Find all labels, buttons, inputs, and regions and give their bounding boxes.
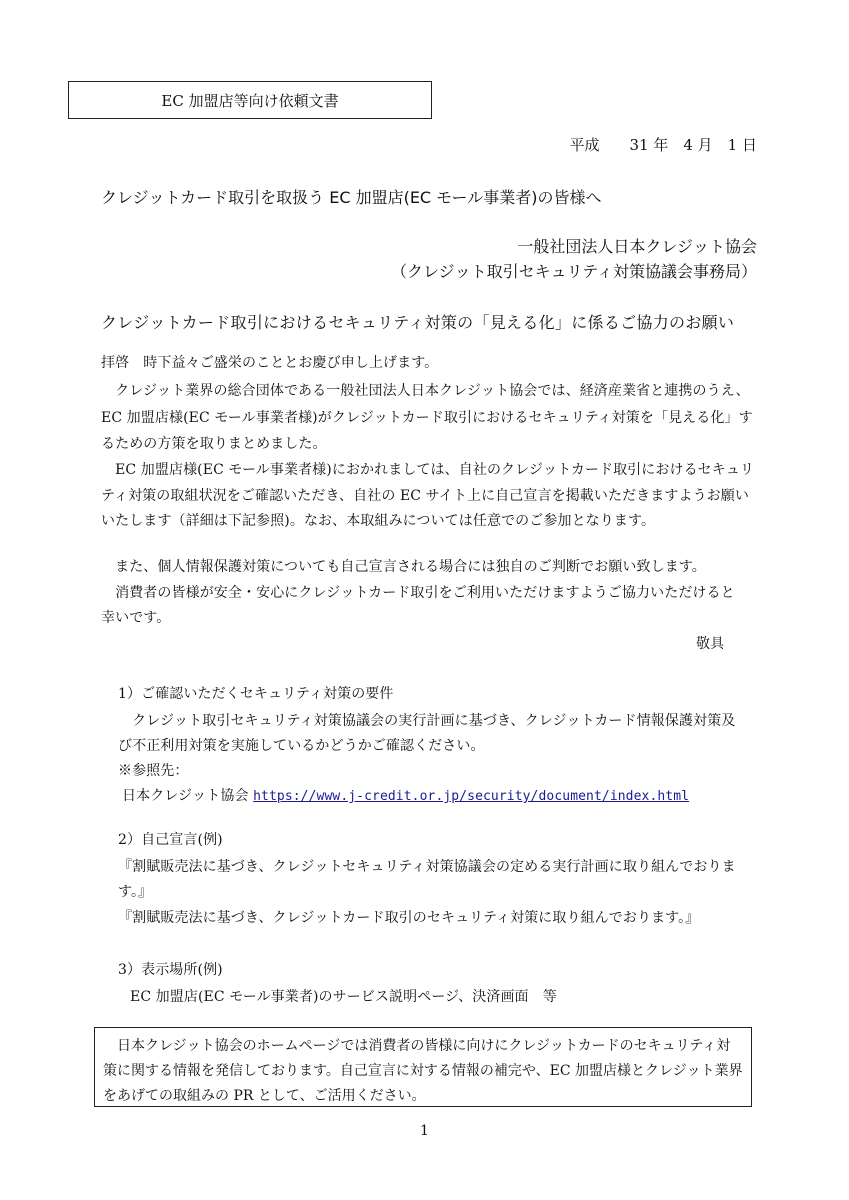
letter-subject: クレジットカード取引におけるセキュリティ対策の「見える化」に係るご協力のお願い [101,313,735,332]
paragraph-2-line-1: EC 加盟店様(EC モール事業者様)におかれましては、自社のクレジットカード取引におけるセキュリ [101,462,755,478]
sender-office: （クレジット取引セキュリティ対策協議会事務局） [390,262,757,281]
paragraph-3-line-1: また、個人情報保護対策についても自己宣言される場合には独自のご判断でお願い致します。 [101,559,706,575]
section-2-example-2: 『割賦販売法に基づき、クレジットカード取引のセキュリティ対策に取り組んでおります。』 [118,910,700,926]
closing-word: 敬具 [696,636,725,652]
addressee-line: クレジットカード取引を取扱う EC 加盟店(EC モール事業者)の皆様へ [101,188,602,207]
greeting: 拝啓 時下益々ご盛栄のこととお慶び申し上げます。 [101,355,439,371]
section-1-line-2: び不正利用対策を実施しているかどうかご確認ください。 [118,738,485,754]
document-type-title: EC 加盟店等向け依頼文書 [161,91,339,110]
section-3-line-1: EC 加盟店(EC モール事業者)のサービス説明ページ、決済画面 等 [130,989,557,1005]
paragraph-4-line-1: 消費者の皆様が安全・安心にクレジットカード取引をご利用いただけますようご協力いただけると [101,585,735,601]
paragraph-1-line-2: EC 加盟店様(EC モール事業者様)がクレジットカード取引におけるセキュリティ対策を「見える化」す [101,410,753,426]
section-2-heading: 2）自己宣言(例) [118,832,223,848]
footer-note-text: 日本クレジット協会のホームページでは消費者の皆様に向けにクレジットカードのセキュリティ対策に関する情報を発信しております。自己宣言に対する情報の補完や、EC 加盟店様とクレジット業界をあげての取組みの PR として、ご活用ください。 [103,1038,743,1104]
paragraph-1-line-3: るための方策を取りまとめました。 [101,436,327,452]
paragraph-2-line-2: ティ対策の取組状況をご確認いただき、自社の EC サイト上に自己宣言を掲載いただきますようお願い [101,488,749,504]
section-3-heading: 3）表示場所(例) [118,962,223,978]
section-2-example-1-line-2: す。』 [118,884,153,900]
document-type-box [68,81,432,119]
sender-organization: 一般社団法人日本クレジット協会 [517,237,757,256]
reference-label: ※参照先： [118,763,189,779]
page-number: 1 [420,1123,429,1139]
reference-line [122,785,689,805]
paragraph-2-line-3: いたします（詳細は下記参照)。なお、本取組みについては任意でのご参加となります。 [101,513,656,529]
paragraph-4-line-2: 幸いです。 [101,610,171,626]
paragraph-1-line-1: クレジット業界の総合団体である一般社団法人日本クレジット協会では、経済産業省と連携のうえ、 [101,383,750,399]
section-2-example-1-line-1: 『割賦販売法に基づき、クレジットセキュリティ対策協議会の定める実行計画に取り組んでおりま [118,859,736,875]
section-1-heading: 1）ご確認いただくセキュリティ対策の要件 [118,686,394,702]
section-1-line-1: クレジット取引セキュリティ対策協議会の実行計画に基づき、クレジットカード情報保護対策及 [118,713,736,729]
reference-url-link[interactable]: https://www.j-credit.or.jp/security/document/index.html [253,789,690,804]
letter-date: 平成 31 年 4 月 1 日 [569,136,757,154]
reference-organization: 日本クレジット協会 [122,788,249,804]
footer-note-box [94,1027,752,1107]
